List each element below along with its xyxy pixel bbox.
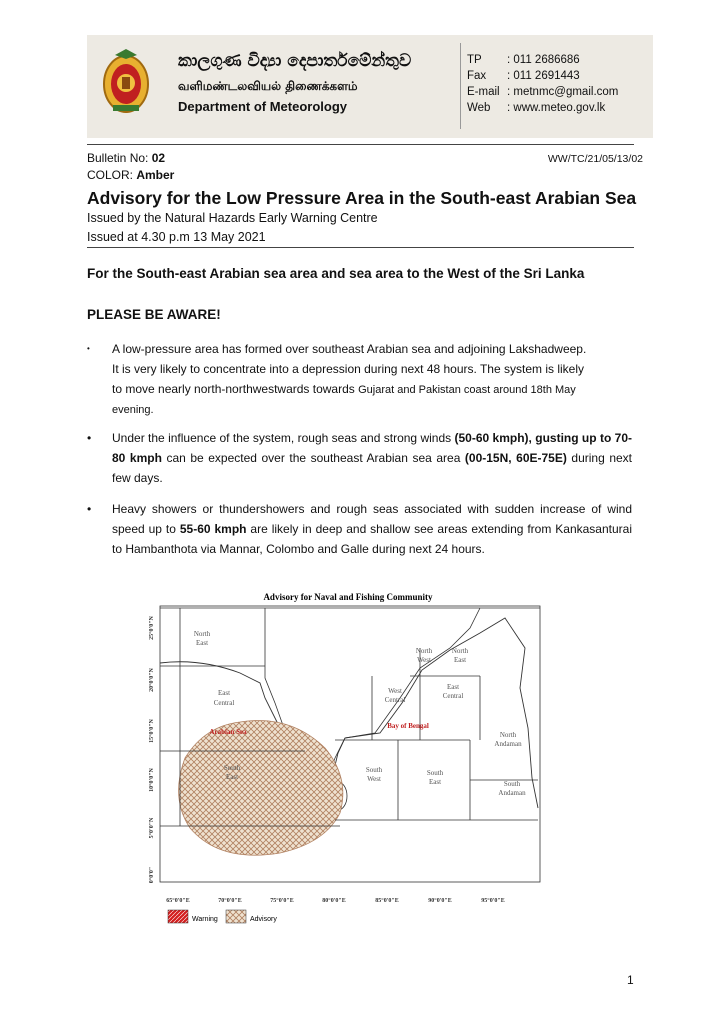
lat-label: 15°0'0"N [149,719,155,743]
region-label: West [388,687,402,695]
region-label: South [503,780,521,788]
text-line [112,379,632,400]
text-span: Heavy showers or thundershowers and rough seas associated with sudden increase of wind speed up to [112,502,632,536]
issued-at: Issued at 4.30 p.m 13 May 2021 [87,230,266,244]
header-divider [460,43,461,129]
contact-row [467,84,618,100]
contact-row [467,52,618,68]
bullet-icon: • [87,431,92,445]
region-label: East [217,689,231,697]
region-label: East [428,778,442,786]
advisory-title: Advisory for the Low Pressure Area in the South-east Arabian Sea [87,188,637,208]
contact-label: E-mail [467,86,500,98]
sri-lanka-emblem-icon [101,47,151,117]
section-subtitle: For the South-east Arabian sea area and sea area to the West of the Sri Lanka [87,266,585,281]
contact-row [467,68,618,84]
contact-value: : metnmc@gmail.com [507,86,619,98]
lon-label: 80°0'0"E [322,898,346,904]
text-span: are likely in deep and shallow see areas extending from Kankasanturai to Hambanthota via Mannar, Colombo and Galle during next 24 hours. [112,522,633,556]
region-label: North [415,647,433,655]
text-line: A low-pressure area has formed over southeast Arabian sea and adjoining Lakshadweep. [112,342,587,356]
lat-label: 10°0'0"N [149,768,155,792]
color-value: Amber [136,168,175,182]
text-span: Gujarat and Pakistan coast around 18th May [358,384,576,396]
list-item-text [112,339,632,420]
region-label: Central [213,699,235,707]
region-label: East [446,683,460,691]
region-label: East [453,656,467,664]
lon-label: 75°0'0"E [270,898,294,904]
page-number: 1 [627,973,634,987]
lat-label: 25°0'0"N [149,616,155,640]
department-name-english: Department of Meteorology [178,99,348,114]
region-label: East [225,773,239,781]
legend-advisory-swatch [226,910,246,923]
text-line: It is very likely to concentrate into a depression during next 48 hours. The system is likely [112,362,585,376]
bay-of-bengal-label: Bay of Bengal [387,722,429,730]
contact-label: TP [467,54,482,66]
text-span: Under the influence of the system, rough seas and strong winds [112,431,455,445]
issued-by: Issued by the Natural Hazards Early Warning Centre [87,211,378,225]
legend-warning-swatch [168,910,188,923]
bulletin-number-value: 02 [151,151,166,165]
map-title: Advisory for Naval and Fishing Community [263,592,433,602]
lon-label: 65°0'0"E [166,898,190,904]
contact-value: : 011 2691443 [507,70,580,82]
lat-label: 0°0'0" [149,866,155,884]
contact-label: Web [467,102,491,114]
bulletin-number [87,151,165,165]
bullet-icon: • [87,502,92,516]
region-label: South [426,769,444,777]
color-label: COLOR: [87,168,137,182]
region-label: Central [384,696,406,704]
divider [87,247,634,248]
contact-row [467,100,618,116]
department-name-tamil: வளிமண்டலவியல் திணைக்களம் [178,79,358,93]
contact-value: : www.meteo.gov.lk [507,102,606,114]
lon-label: 70°0'0"E [218,898,242,904]
bullet-icon: • [87,344,90,353]
lat-label: 20°0'0"N [149,668,155,692]
lat-label: 5°0'0"N [149,817,155,839]
legend-warning-label: Warning [192,916,218,923]
text-span: to move nearly north-northwestwards towards [112,382,359,396]
region-label: North [499,731,517,739]
divider [87,144,634,145]
text-span: during next few days. [112,451,632,485]
contact-label: Fax [467,70,487,82]
arabian-sea-label: Arabian Sea [209,728,247,736]
region-label: South [365,766,383,774]
lon-label: 90°0'0"E [428,898,452,904]
lon-label: 95°0'0"E [481,898,505,904]
department-name-sinhala: කාලගුණ විද්‍යා දෙපාර්තමේන්තුව [178,51,412,71]
text-line: evening. [112,404,154,416]
list-item-text [112,428,632,488]
region-label: Andaman [494,740,522,748]
region-label: Central [442,692,464,700]
region-label: Andaman [498,789,526,797]
please-be-aware-heading: PLEASE BE AWARE! [87,307,221,322]
region-label: South [223,764,241,772]
region-label: East [195,639,209,647]
contact-value: : 011 2686686 [507,54,580,66]
region-label: North [451,647,469,655]
text-span-bold: 55-60 kmph [179,522,247,536]
list-item-text [112,499,632,559]
region-label: West [367,775,381,783]
text-span-bold: (50-60 kmph), gusting up to 70-80 kmph [112,431,632,465]
text-span-bold: (00-15N, 60E-75E) [464,451,567,465]
text-span: can be expected over the southeast Arabian sea area [161,451,465,465]
region-label: North [193,630,211,638]
region-label: West [417,656,431,664]
advisory-map [140,588,550,928]
bulletin-color [87,168,174,182]
lon-label: 85°0'0"E [375,898,399,904]
contact-block [467,52,618,116]
legend-advisory-label: Advisory [250,916,277,923]
letterhead [87,35,653,138]
bulletin-reference: WW/TC/21/05/13/02 [547,153,643,165]
bulletin-number-label: Bulletin No: [87,151,152,165]
